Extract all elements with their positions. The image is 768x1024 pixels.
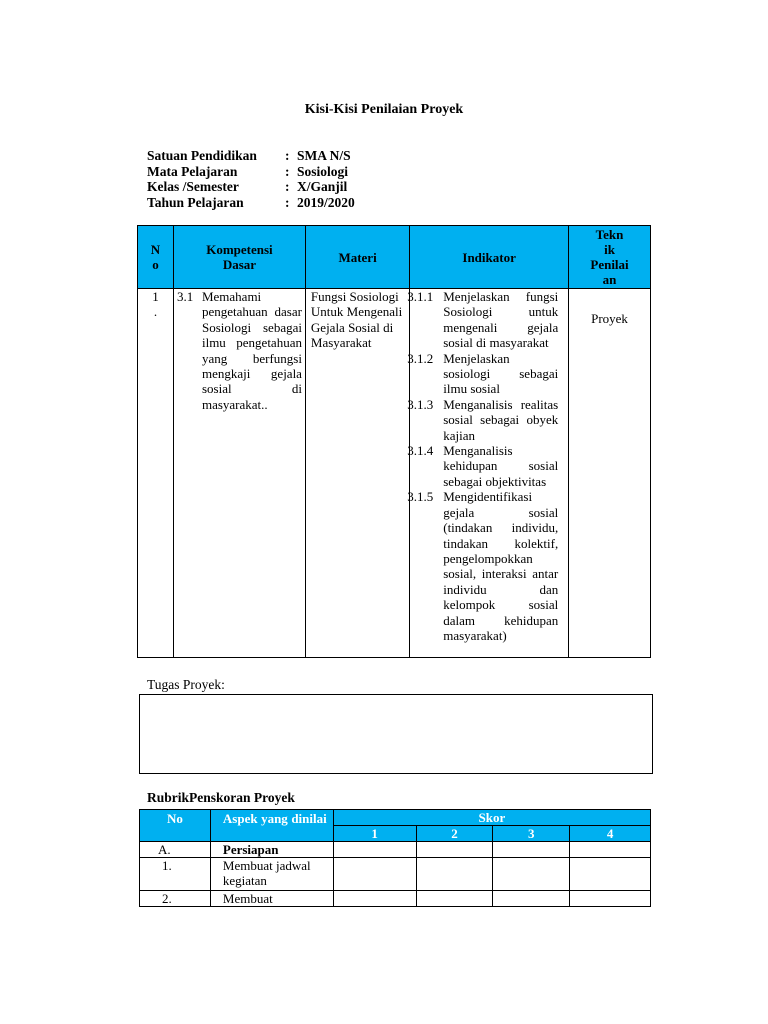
cell-no: 1 .: [138, 289, 174, 658]
header-kompetensi-dasar: Kompetensi Dasar: [173, 226, 305, 289]
rubrik-cell-no: 1.: [140, 858, 211, 891]
table-row: [140, 891, 651, 907]
kd-number: 3.1: [176, 289, 194, 304]
rubrik-cell-score: [416, 891, 493, 907]
table-row: [140, 842, 651, 858]
rubrik-cell-score: [333, 842, 416, 858]
table-row: [138, 289, 651, 658]
rubrik-cell-aspek: Membuat: [210, 891, 333, 907]
header-materi: Materi: [305, 226, 409, 289]
meta-label: Tahun Pelajaran: [147, 194, 244, 210]
meta-label: Satuan Pendidikan: [147, 148, 257, 163]
rubrik-table: [139, 809, 651, 907]
indikator-text: Mengidentifikasi gejala sosial (tindakan individu, tindakan kolektif, pengelompokkan sosial, interaksi antar individu dan kelompok sosial dalam kehidupan masyarakat): [443, 489, 559, 643]
aspek-label: Aspek yang dinilai: [222, 811, 327, 826]
meta-label: Mata Pelajaran: [147, 163, 238, 179]
meta-label: Kelas /Semester: [147, 179, 239, 194]
rubrik-cell-aspek: Persiapan: [210, 842, 333, 858]
tugas-proyek-box: [139, 694, 653, 774]
cell-materi: Fungsi Sosiologi Untuk Mengenali Gejala Sosial di Masyarakat: [305, 289, 409, 658]
indikator-item: [407, 443, 568, 489]
rubrik-cell-score: [570, 842, 651, 858]
header-teknik-penilaian: Tekn ik Penilai an: [569, 226, 651, 289]
kisi-kisi-table: [137, 225, 651, 658]
rubrik-cell-no: A.: [140, 842, 211, 858]
meta-value: Sosiologi: [297, 163, 349, 179]
cell-teknik: Proyek: [569, 289, 651, 658]
rubrik-cell-score: [493, 858, 570, 891]
cell-indikator: [407, 289, 569, 658]
rubrik-header-no: No: [140, 810, 211, 842]
rubrik-cell-no: 2.: [140, 891, 211, 907]
meta-value: 2019/2020: [297, 194, 355, 210]
document-title: Kisi-Kisi Penilaian Proyek: [304, 102, 464, 117]
meta-value: X/Ganjil: [297, 179, 348, 194]
indikator-text: Menjelaskan sosiologi sebagai ilmu sosial: [443, 350, 559, 397]
rubrik-cell-score: [493, 842, 570, 858]
score-3: 3: [493, 826, 570, 842]
indikator-item: [407, 396, 568, 443]
rubrik-cell-score: [333, 891, 416, 907]
score-4: 4: [570, 826, 651, 842]
rubrik-cell-score: [493, 891, 570, 907]
rubrik-cell-score: [570, 891, 651, 907]
header-no: N o: [138, 226, 174, 289]
meta-colon: :: [285, 163, 290, 179]
meta-row-satuan: [147, 148, 355, 164]
indikator-number: 3.1.5: [407, 489, 434, 505]
rubrik-cell-score: [416, 858, 493, 891]
table-header-row: [138, 226, 651, 289]
tugas-proyek-label: Tugas Proyek:: [147, 677, 225, 692]
indikator-text: Menganalisis kehidupan sosial sebagai objektivitas: [443, 443, 559, 489]
indikator-text: Menjelaskan fungsi Sosiologi untuk mengenali gejala sosial di masyarakat: [443, 289, 559, 351]
rubrik-title: RubrikPenskoran Proyek: [147, 790, 295, 805]
rubrik-header-aspek: [210, 810, 333, 842]
meta-colon: :: [285, 148, 290, 163]
rubrik-cell-score: [416, 842, 493, 858]
rubrik-cell-score: [333, 858, 416, 891]
rubrik-cell-score: [570, 858, 651, 891]
indikator-number: 3.1.2: [407, 350, 434, 366]
header-indikator: Indikator: [410, 226, 569, 289]
indikator-number: 3.1.3: [407, 396, 434, 412]
kd-text: Memahami pengetahuan dasar Sosiologi sebagai ilmu pengetahuan yang berfungsi mengkaji gejala sosial di masyarakat..: [201, 289, 302, 412]
score-2: 2: [416, 826, 493, 842]
table-row: [140, 858, 651, 891]
score-1: 1: [333, 826, 416, 842]
cell-kompetensi-dasar: [173, 289, 305, 658]
meta-value: SMA N/S: [297, 148, 351, 163]
indikator-item: [407, 489, 568, 643]
indikator-number: 3.1.4: [407, 443, 434, 459]
indikator-number: 3.1.1: [407, 289, 434, 304]
identity-block: [147, 148, 355, 210]
indikator-text: Menganalisis realitas sosial sebagai obyek kajian: [443, 396, 559, 443]
meta-row-tahun: [147, 195, 355, 211]
indikator-item: [407, 289, 568, 351]
rubrik-header-row: [140, 810, 651, 826]
rubrik-cell-aspek: Membuat jadwal kegiatan: [210, 858, 333, 891]
rubrik-header-skor: Skor: [333, 810, 650, 826]
meta-row-mapel: [147, 164, 355, 180]
meta-colon: :: [285, 179, 290, 194]
meta-row-kelas: [147, 179, 355, 195]
meta-colon: :: [285, 194, 290, 210]
indikator-item: [407, 350, 568, 397]
